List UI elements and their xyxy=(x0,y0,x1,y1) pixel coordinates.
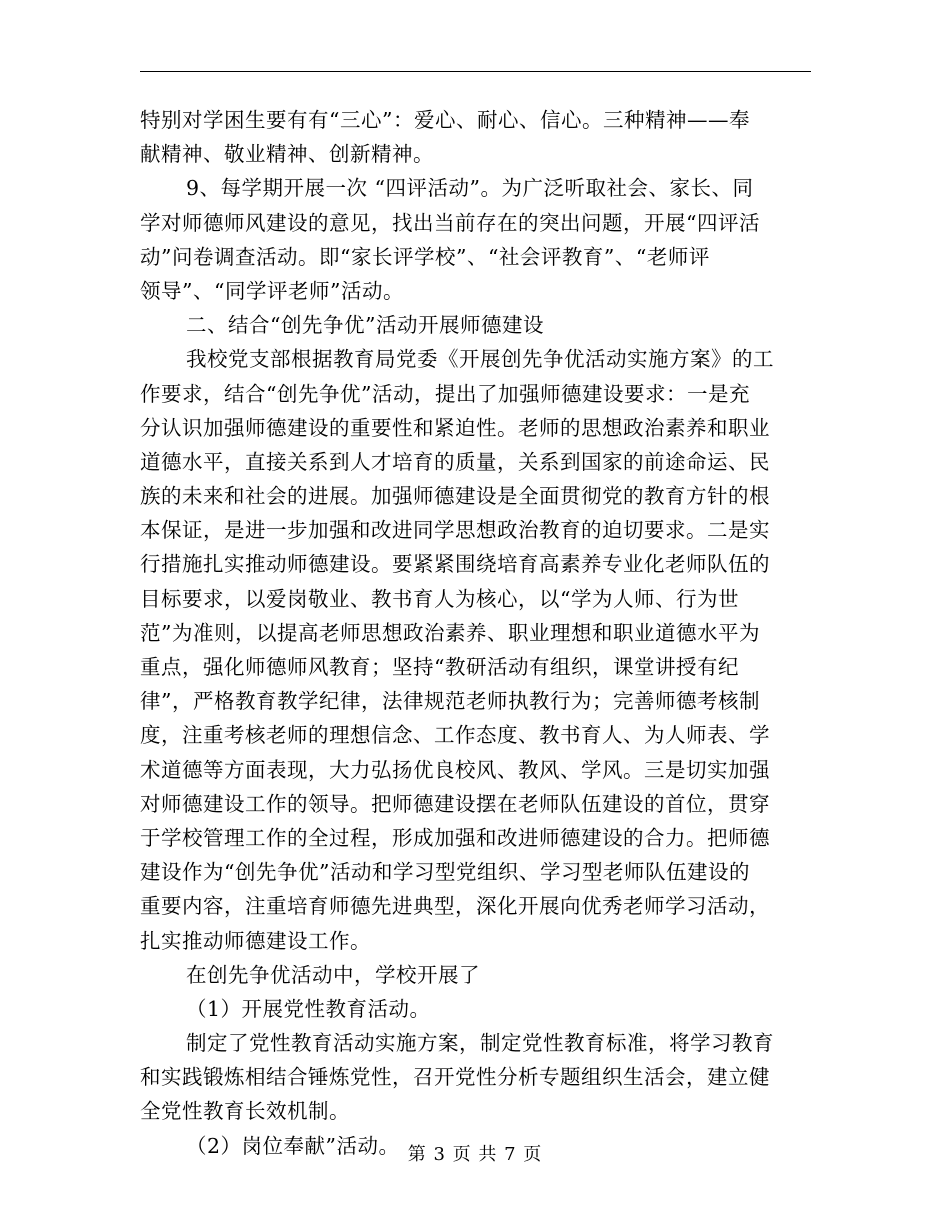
text-line: 二、结合“创先争优”活动开展师德建设 xyxy=(186,313,544,338)
page-footer xyxy=(0,1143,950,1167)
text-line: 重点，强化师德师风教育；坚持“教研活动有组织，课堂讲授有纪 xyxy=(140,655,739,679)
header-rule xyxy=(140,71,811,72)
text-line: 术道德等方面表现，大力弘扬优良校风、教风、学风。三是切实加强 xyxy=(140,757,770,782)
text-line: 领导”、“同学评老师”活动。 xyxy=(140,278,404,303)
text-line: 作要求，结合“创先争优”活动，提出了加强师德建设要求：一是充 xyxy=(140,381,750,406)
text-line: 族的未来和社会的进展。加强师德建设是全面贯彻党的教育方针的根 xyxy=(140,484,770,509)
text-line: 学对师德师风建设的意见，找出当前存在的突出问题，开展“四评活 xyxy=(140,210,760,235)
text-line: （1）开展党性教育活动。 xyxy=(186,996,431,1021)
text-line: 道德水平，直接关系到人才培育的质量，关系到国家的前途命运、民 xyxy=(140,449,770,474)
text-line: 律”，严格教育教学纪律，法律规范老师执教行为；完善师德考核制 xyxy=(140,689,760,714)
text-line: 我校党支部根据教育局党委《开展创先争优活动实施方案》的工 xyxy=(186,347,774,372)
text-line: 特别对学困生要有有“三心”：爱心、耐心、信心。三种精神——奉 xyxy=(140,108,750,132)
text-line: 献精神、敬业精神、创新精神。 xyxy=(140,142,434,167)
document-body xyxy=(140,103,811,1163)
text-line: 和实践锻炼相结合锤炼党性，召开党性分析专题组织生活会，建立健 xyxy=(140,1065,770,1090)
text-line: 建设作为“创先争优”活动和学习型党组织、学习型老师队伍建设的 xyxy=(140,860,750,885)
text-line: （2）岗位奉献”活动。 xyxy=(186,1133,400,1158)
text-line: 在创先争优活动中，学校开展了 xyxy=(186,962,480,987)
page-number-label: 第 3 页 共 7 页 xyxy=(407,1144,543,1165)
text-line: 重要内容，注重培育师德先进典型，深化开展向优秀老师学习活动， xyxy=(140,894,770,919)
text-line: 制定了党性教育活动实施方案，制定党性教育标准，将学习教育 xyxy=(186,1031,774,1056)
text-line: 度，注重考核老师的理想信念、工作态度、教书育人、为人师表、学 xyxy=(140,723,770,748)
text-line: 9、每学期开展一次 “四评活动”。为广泛听取社会、家长、同 xyxy=(186,176,754,201)
text-line: 行措施扎实推动师德建设。要紧紧围绕培育高素养专业化老师队伍的 xyxy=(140,552,770,577)
text-line: 目标要求，以爱岗敬业、教书育人为核心，以“学为人师、行为世 xyxy=(140,586,739,611)
text-line: 本保证，是进一步加强和改进同学思想政治教育的迫切要求。二是实 xyxy=(140,518,770,543)
text-line: 分认识加强师德建设的重要性和紧迫性。老师的思想政治素养和职业 xyxy=(140,415,770,440)
text-line: 动”问卷调查活动。即“家长评学校”、“社会评教育”、“老师评 xyxy=(140,244,710,269)
text-line: 全党性教育长效机制。 xyxy=(140,1099,350,1124)
text-line: 于学校管理工作的全过程，形成加强和改进师德建设的合力。把师德 xyxy=(140,825,770,850)
text-line: 扎实推动师德建设工作。 xyxy=(140,928,371,953)
text-line: 范”为准则，以提高老师思想政治素养、职业理想和职业道德水平为 xyxy=(140,620,760,645)
text-line: 对师德建设工作的领导。把师德建设摆在老师队伍建设的首位，贯穿 xyxy=(140,791,770,816)
